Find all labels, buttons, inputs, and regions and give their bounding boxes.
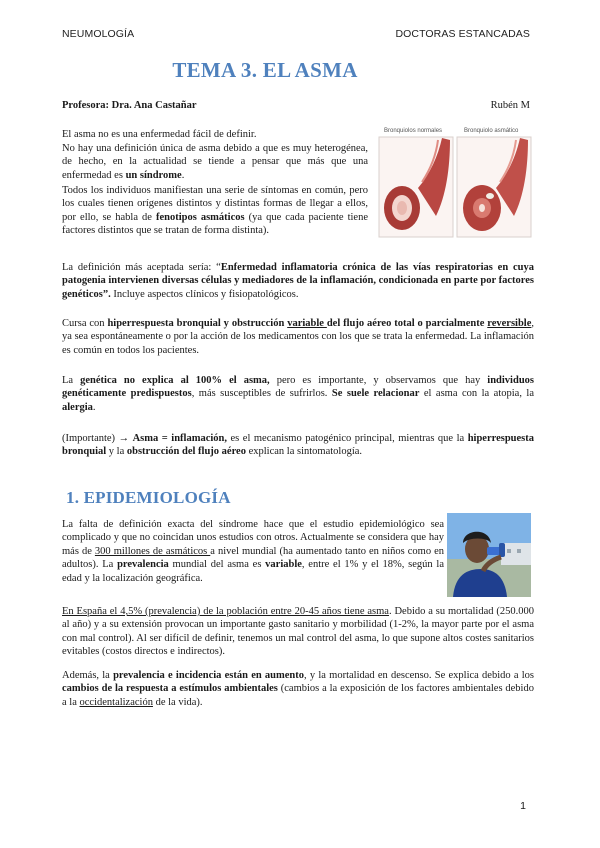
- important-bold-1: Asma = inflamación,: [132, 433, 227, 444]
- important-bold-3: obstrucción del flujo aéreo: [126, 446, 246, 458]
- epi-p3-text-1: Además, la: [62, 670, 114, 681]
- definition-end: Incluye aspectos clínicos y fisiopatológicos.: [110, 288, 299, 300]
- epi-p2-underline: En España el 4,5% (prevalencia) de la población entre 20-45 años tiene asma: [62, 606, 389, 617]
- page-title: TEMA 3. EL ASMA: [172, 58, 358, 82]
- epi-p3-text-3: (cambios a la exposición de los factores ambientales debido a la: [62, 683, 534, 708]
- epidemiology-p2: [62, 605, 534, 659]
- genetics-bold-3: Se suele relacionar: [331, 388, 420, 400]
- inhaler-photo: [447, 513, 531, 597]
- definition-lead: La definición más aceptada sería: “: [62, 262, 221, 273]
- caption-asthma: Bronquiolo asmático: [464, 128, 519, 134]
- epi-p3-bold-1: prevalencia e incidencia están en aumento: [113, 670, 305, 681]
- professor-line: Profesora: Dra. Ana Castañar: [62, 100, 197, 111]
- page-number: 1: [520, 800, 526, 812]
- course-bold-2: del flujo aéreo total o parcialmente: [326, 318, 488, 329]
- important-paragraph: [62, 432, 534, 459]
- course-lead: Cursa con: [62, 318, 108, 329]
- author-name: Rubén M: [490, 100, 530, 111]
- intro-p2-end: .: [181, 169, 185, 181]
- epi-p3-text-2: , y la mortalidad en descenso. Se explica debido a los: [304, 670, 534, 681]
- header-right: DOCTORAS ESTANCADAS: [395, 28, 530, 40]
- course-end: , ya sea espontáneamente o por la acción de los medicamentos con los que se trata la enfermedad. La inflamación es común en todos los pacientes.: [62, 318, 534, 356]
- epi-p1-end: , entre el 1% y el 18%, según la edad y la localización geográfica.: [62, 559, 444, 584]
- course-paragraph: [62, 317, 534, 357]
- person-using-inhaler-image: [447, 513, 531, 597]
- epi-p1-underline: 300 millones de asmáticos: [94, 545, 211, 557]
- epi-p1-bold-1: prevalencia: [117, 559, 169, 571]
- bronchi-illustration: [378, 126, 532, 238]
- important-lead: (Importante) →: [62, 433, 133, 444]
- epi-p3-end: de la vida).: [152, 696, 203, 708]
- intro-p3-text: Todos los individuos manifiestan una serie de síntomas en común, pero los cuales tienen orígenes distintos y distintas formas de llegar a ellos, por ello, se habla de: [62, 185, 368, 223]
- genetics-text-2: , más susceptibles de sufrirlos.: [191, 388, 332, 400]
- important-text-2: y la: [106, 446, 127, 458]
- intro-p2: [62, 142, 368, 182]
- course-bold-1: hiperrespuesta bronquial y obstrucción: [107, 318, 288, 329]
- section-heading-epidemiology: 1. EPIDEMIOLOGÍA: [66, 488, 231, 507]
- definition-bold: Enfermedad inflamatoria crónica de las vías respiratorias en cuya patogenia intervienen diversas células y mediadores de la inflamación, condicionada en parte por factores genéticos”.: [62, 262, 534, 300]
- genetics-bold-4: alergia: [62, 401, 93, 413]
- epi-p3-underline: occidentalización: [79, 696, 153, 708]
- intro-p2-text: No hay una definición única de asma debido a que es muy heterogénea, de hecho, en la actualidad se tiende a pensar que más que una enfermedad es: [62, 143, 368, 181]
- genetics-paragraph: [62, 374, 534, 414]
- intro-p2-bold: un síndrome: [125, 169, 182, 181]
- header-left: NEUMOLOGÍA: [62, 28, 135, 40]
- intro-p1: El asma no es una enfermedad fácil de definir.: [62, 129, 257, 140]
- epi-p3-bold-2: cambios de la respuesta a estímulos ambientales: [62, 683, 278, 695]
- epi-p1-text-3: mundial del asma es: [168, 559, 266, 571]
- intro-p3: [62, 184, 368, 238]
- epi-p1-bold-2: variable: [265, 559, 302, 571]
- epidemiology-p1: [62, 518, 444, 585]
- genetics-end: .: [92, 401, 96, 413]
- important-end: explican la sintomatología.: [245, 446, 363, 458]
- genetics-bold-1: genética no explica al 100% el asma,: [80, 375, 270, 386]
- airways-figure: [378, 126, 532, 238]
- caption-normal: Bronquiolos normales: [384, 128, 443, 134]
- genetics-lead: La: [62, 375, 81, 386]
- genetics-bold-2: individuos genéticamente predispuestos: [62, 375, 534, 400]
- epi-p1-text-2: a nivel mundial (ha aumentado tanto en niños como en adultos). La: [62, 545, 445, 571]
- epidemiology-p3: [62, 669, 534, 709]
- important-text-1: es el mecanismo patogénico principal, mientras que la: [227, 433, 468, 444]
- intro-p3-bold: fenotipos asmáticos: [155, 211, 245, 223]
- intro-p3-end: (ya que cada paciente tiene factores distintos que se tratan de forma distinta).: [62, 211, 368, 237]
- definition-paragraph: [62, 261, 534, 301]
- important-bold-2: hiperrespuesta bronquial: [62, 433, 535, 458]
- genetics-text-3: el asma con la atopia, la: [419, 388, 534, 400]
- genetics-text-1: pero es importante, y observamos que hay: [269, 375, 488, 386]
- epi-p2-text: . Debido a su mortalidad (250.000 al año) y a su extensión provocan un importante gasto sanitario y morbilidad (1-2%, la mayor parte por el asma con mal control). Al ser difícil de definir, tenemos un mal control del asma, lo que supone altos costes sanitarios evitables (costos directos e indirectos).: [62, 606, 535, 658]
- course-variable: variable: [287, 318, 327, 329]
- course-reversible: reversible: [487, 318, 532, 329]
- epi-p1-text-1: La falta de definición exacta del síndrome hace que el estudio epidemiológico sea complicado y que no coincidan unos estudios con otros. Actualmente se considera que hay más de: [62, 519, 444, 557]
